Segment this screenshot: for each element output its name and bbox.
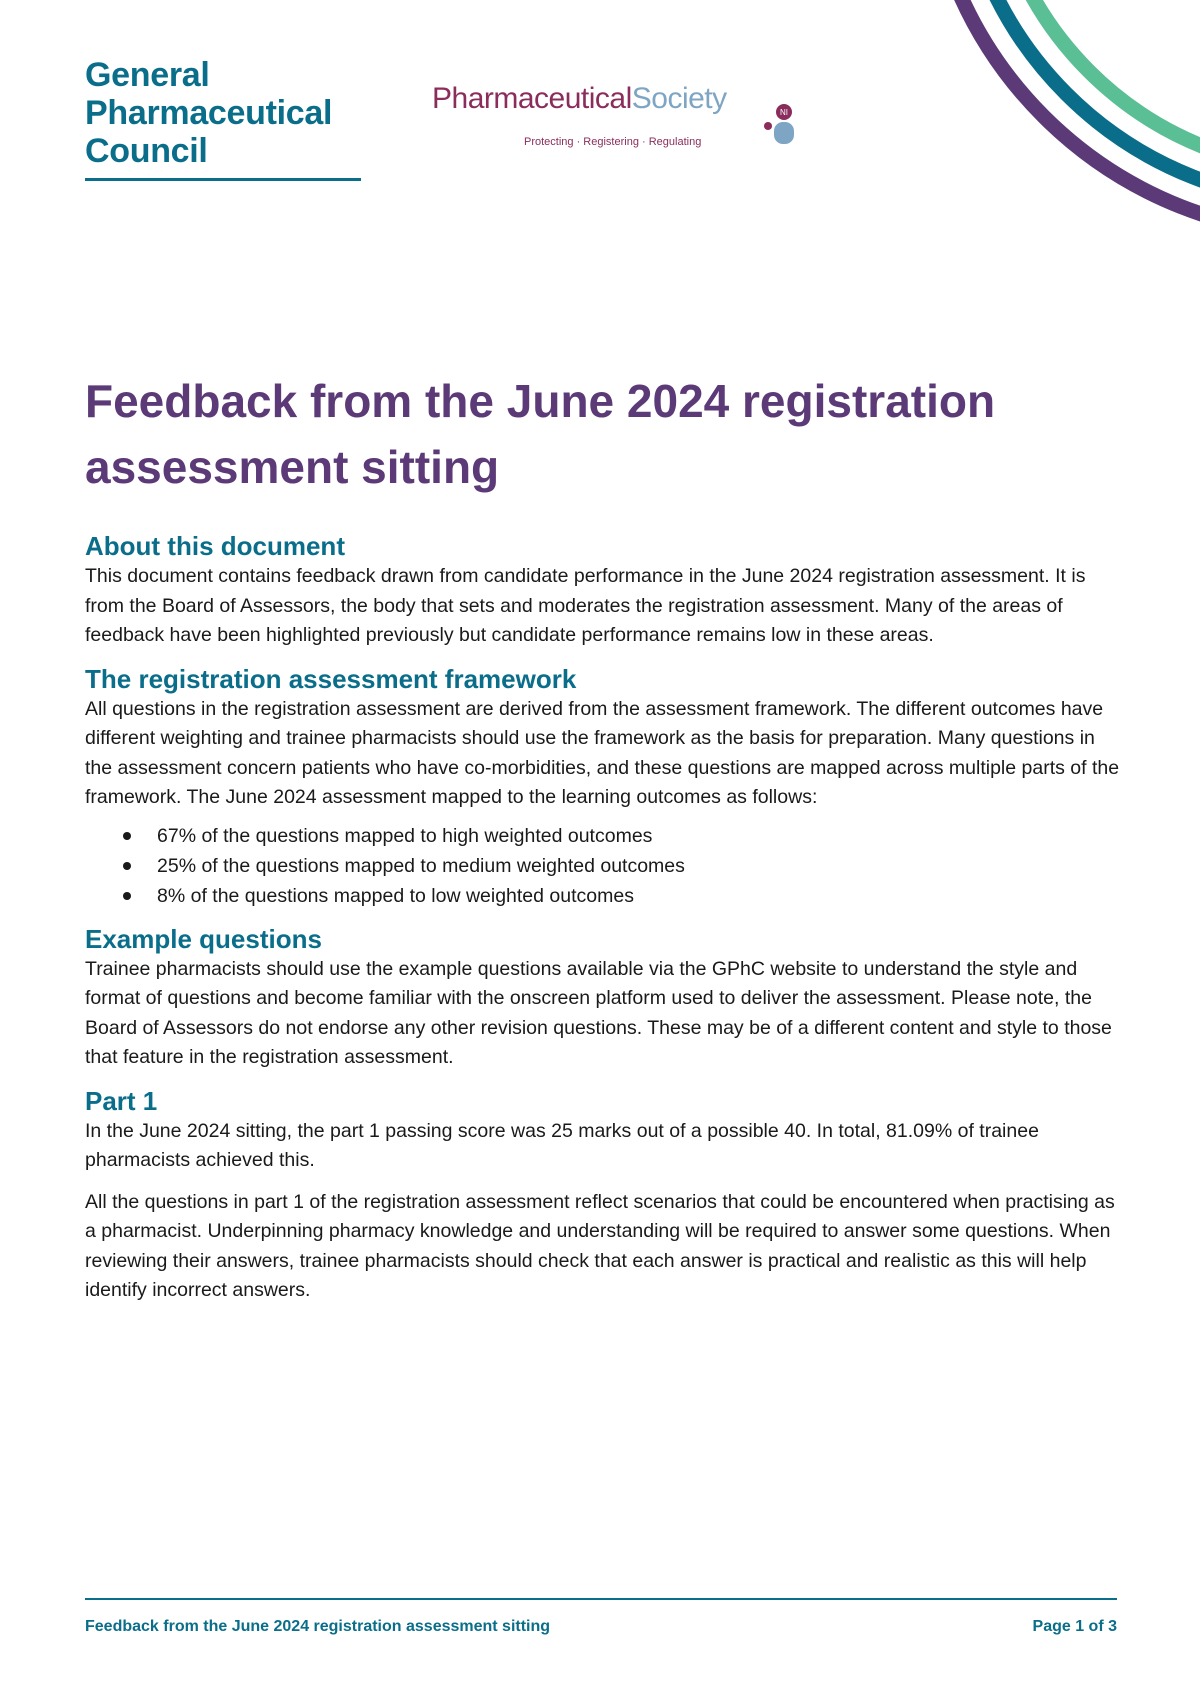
- ps-logo-tagline: Protecting · Registering · Regulating: [524, 136, 702, 148]
- bullet-icon: [123, 892, 131, 900]
- ps-logo-name-part1: Pharmaceutical: [432, 82, 632, 115]
- section-paragraph: All questions in the registration assessment are derived from the assessment framework. The different outcomes have different weighting and trainee pharmacists should use the framework as the basis for preparation. Many questions in the assessment concern patients who have co-morbidities, and these questions are mapped across multiple parts of the framework. The June 2024 assessment mapped to the learning outcomes as follows:: [85, 697, 1120, 808]
- list-item: [85, 851, 1125, 881]
- footer-rule: [85, 1598, 1117, 1600]
- bullet-icon: [123, 832, 131, 840]
- ps-logo-mark-block-icon: [774, 122, 794, 144]
- outcome-bullet-list: [85, 821, 1125, 911]
- section-examples: [85, 923, 1125, 1073]
- section-paragraph: Trainee pharmacists should use the example questions available via the GPhC website to understand the style and format of questions and become familiar with the onscreen platform used to deliver the assessment. Please note, the Board of Assessors do not endorse any other revision questions. These may be of a different content and style to those that feature in the registration assessment.: [85, 957, 1112, 1068]
- ps-logo-name: [432, 82, 727, 116]
- arc-blue: [957, 0, 1200, 203]
- ps-logo-name-part2: Society: [631, 82, 727, 115]
- footer-document-title: Feedback from the June 2024 registration assessment sitting: [85, 1618, 551, 1635]
- list-item-text: 67% of the questions mapped to high weighted outcomes: [157, 824, 653, 847]
- list-item: [85, 821, 1125, 851]
- list-item: [85, 881, 1125, 911]
- gphc-logo: [85, 56, 361, 181]
- list-item-text: 25% of the questions mapped to medium weighted outcomes: [157, 854, 685, 877]
- ps-logo-badge-text: NI: [780, 108, 788, 117]
- page-title: Feedback from the June 2024 registration assessment sitting: [85, 375, 996, 493]
- section-about: [85, 530, 1125, 651]
- section-paragraph: This document contains feedback drawn from candidate performance in the June 2024 registration assessment. It is from the Board of Assessors, the body that sets and moderates the registration assessment. Many of the areas of feedback have been highlighted previously but candidate performance remains low in these areas.: [85, 565, 1086, 646]
- list-item-text: 8% of the questions mapped to low weighted outcomes: [157, 884, 634, 907]
- gphc-logo-line: Pharmaceutical: [85, 94, 333, 132]
- gphc-logo-underline: [85, 178, 361, 181]
- gphc-logo-line: General: [85, 56, 210, 94]
- bullet-icon: [123, 862, 131, 870]
- section-heading: Example questions: [85, 923, 322, 954]
- section-paragraph: All the questions in part 1 of the registration assessment reflect scenarios that could be encountered when practising as a pharmacist. Underpinning pharmacy knowledge and understanding will be required to answer some questions. When reviewing their answers, trainee pharmacists should check that each answer is practical and realistic as this will help identify incorrect answers.: [85, 1190, 1115, 1301]
- section-part1: [85, 1085, 1125, 1306]
- section-paragraph: In the June 2024 sitting, the part 1 passing score was 25 marks out of a possible 40. In total, 81.09% of trainee pharmacists achieved this.: [85, 1119, 1039, 1171]
- footer-page-number: Page 1 of 3: [1032, 1618, 1117, 1635]
- ps-logo-mark-icon: [762, 104, 798, 148]
- section-heading: The registration assessment framework: [85, 663, 577, 694]
- section-framework: [85, 663, 1125, 911]
- section-heading: About this document: [85, 531, 345, 561]
- pharmaceutical-society-logo: [432, 82, 812, 162]
- section-heading: Part 1: [85, 1085, 158, 1116]
- ps-logo-mark-dot-icon: [764, 122, 772, 130]
- paragraph-spacer: [85, 1176, 1125, 1188]
- document-body: [85, 530, 1125, 1318]
- gphc-logo-line: Council: [85, 132, 208, 170]
